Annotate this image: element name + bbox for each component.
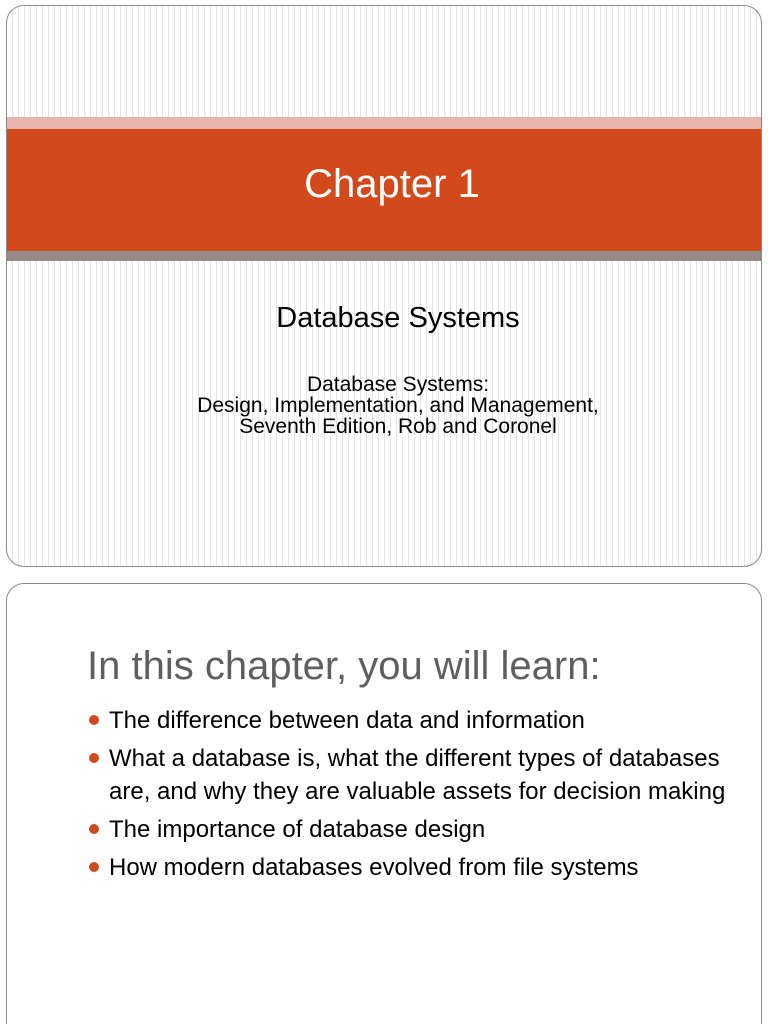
title-band-shadow	[7, 251, 761, 261]
book-line: Seventh Edition, Rob and Coronel	[239, 415, 557, 438]
chapter-title: Chapter 1	[304, 161, 480, 206]
title-band-light	[7, 117, 761, 129]
content-heading: In this chapter, you will learn:	[87, 644, 601, 688]
content-slide	[6, 583, 762, 1024]
bullet-dot-icon	[89, 715, 99, 725]
bullet-text: How modern databases evolved from file systems	[109, 854, 639, 881]
bullet-text: The difference between data and information	[109, 707, 585, 734]
bullet-item	[87, 704, 747, 737]
bullet-item	[87, 742, 747, 808]
bullet-dot-icon	[89, 824, 99, 834]
bullet-list	[87, 704, 747, 889]
bullet-text: What a database is, what the different types of databases are, and why they are valuable assets for decision making	[109, 745, 726, 805]
book-line: Database Systems:	[306, 373, 490, 396]
bullet-dot-icon	[89, 753, 99, 763]
book-line: Design, Implementation, and Management,	[197, 394, 599, 417]
bullet-item	[87, 813, 747, 846]
bullet-dot-icon	[89, 862, 99, 872]
book-citation	[21, 374, 762, 437]
bullet-item	[87, 851, 747, 884]
title-slide	[6, 5, 762, 567]
slide-subtitle: Database Systems	[276, 302, 520, 334]
bullet-text: The importance of database design	[109, 816, 486, 843]
